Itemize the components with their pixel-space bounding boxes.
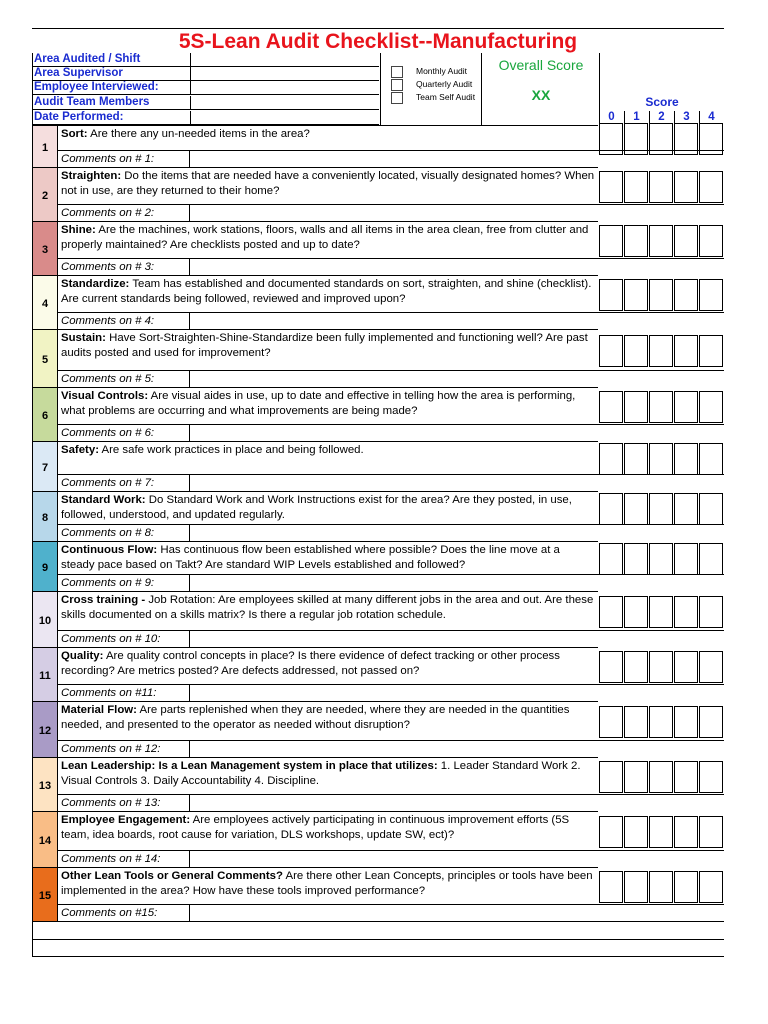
score-box-0[interactable] (599, 443, 623, 475)
item-number-cell (32, 811, 58, 868)
comment-row (58, 794, 724, 811)
item-title: Visual Controls: (61, 390, 149, 402)
comment-field[interactable] (189, 371, 725, 387)
score-box-1[interactable] (624, 391, 648, 423)
score-box-1[interactable] (624, 543, 648, 575)
score-box-1[interactable] (624, 596, 648, 628)
checkbox-icon[interactable] (391, 79, 403, 91)
score-column-header: 3 (674, 111, 698, 125)
header-row (33, 53, 379, 67)
score-box-1[interactable] (624, 761, 648, 793)
comment-label: Comments on # 3: (61, 261, 155, 273)
score-box-1[interactable] (624, 651, 648, 683)
item-number: 15 (38, 890, 52, 902)
checklist-item (32, 125, 724, 167)
item-question (58, 387, 598, 424)
score-box-4[interactable] (699, 443, 723, 475)
item-title: Other Lean Tools or General Comments? (61, 870, 283, 882)
comment-row (58, 630, 724, 647)
score-box-4[interactable] (699, 279, 723, 311)
score-box-4[interactable] (699, 761, 723, 793)
item-text: Are quality control concepts in place? Is there evidence of defect tracking or other process recording? Are metrics posted? Are defects addressed, not passed on? (61, 650, 560, 677)
header-field-input[interactable] (190, 96, 381, 109)
score-box-4[interactable] (699, 171, 723, 203)
score-box-3[interactable] (674, 335, 698, 367)
item-title: Quality: (61, 650, 104, 662)
audit-type-monthly[interactable] (391, 65, 467, 78)
header-field-label: Area Audited / Shift (34, 53, 141, 65)
item-number: 13 (38, 780, 52, 792)
score-box-2[interactable] (649, 493, 673, 525)
item-title: Sort: (61, 128, 88, 140)
checklist-item (32, 541, 724, 591)
comment-row (58, 204, 724, 221)
score-box-4[interactable] (699, 651, 723, 683)
header-row (33, 81, 379, 95)
score-box-0[interactable] (599, 335, 623, 367)
comment-label: Comments on #11: (61, 687, 157, 699)
score-box-0[interactable] (599, 279, 623, 311)
item-text: Are there other Lean Concepts, principles or tools have been implemented in the area? How have these tools improved performance? (61, 870, 593, 897)
score-box-2[interactable] (649, 279, 673, 311)
score-box-0[interactable] (599, 225, 623, 257)
item-text: Are employees actively participating in continuous improvement efforts (5S team, idea boards, root cause for variation, DLS workshops, update SW, ect)? (61, 814, 570, 841)
item-question (58, 591, 598, 630)
score-box-1[interactable] (624, 706, 648, 738)
comment-row (58, 524, 724, 541)
audit-type-self[interactable] (391, 91, 475, 104)
comment-label: Comments on # 7: (61, 477, 155, 489)
item-question (58, 167, 598, 204)
comment-row (58, 370, 724, 387)
item-question (58, 701, 598, 740)
score-box-3[interactable] (674, 493, 698, 525)
score-box-2[interactable] (649, 335, 673, 367)
item-number-cell (32, 329, 58, 388)
item-number: 4 (41, 298, 49, 310)
item-text: Has continuous flow been established where possible? Does the line move at a steady pace based on Takt? Are standard WIP Levels established and followed? (61, 544, 560, 571)
comment-row (58, 258, 724, 275)
item-question (58, 811, 598, 850)
score-box-3[interactable] (674, 391, 698, 423)
item-number-cell (32, 167, 58, 222)
score-box-4[interactable] (699, 816, 723, 848)
score-box-4[interactable] (699, 391, 723, 423)
item-number: 6 (41, 410, 49, 422)
score-box-1[interactable] (624, 171, 648, 203)
blank-row-border (32, 921, 33, 956)
item-title: Straighten: (61, 170, 122, 182)
score-box-3[interactable] (674, 816, 698, 848)
item-question (58, 125, 598, 150)
item-text: Are visual aides in use, up to date and effective in telling how the area is performing, what problems are occurring and what improvements are being made? (61, 390, 576, 417)
score-box-2[interactable] (649, 443, 673, 475)
comment-label: Comments on # 5: (61, 373, 155, 385)
item-number-cell (32, 701, 58, 758)
header-field-label: Date Performed: (34, 111, 124, 123)
comment-field[interactable] (189, 631, 725, 647)
score-box-3[interactable] (674, 279, 698, 311)
checklist-item (32, 441, 724, 491)
checklist-item (32, 701, 724, 757)
comment-label: Comments on # 14: (61, 853, 161, 865)
score-box-4[interactable] (699, 706, 723, 738)
score-box-0[interactable] (599, 543, 623, 575)
item-text: Are the machines, work stations, floors, walls and all items in the area clean, free from clutter and properly maintained? Are checklists posted and up to date? (61, 224, 589, 251)
overall-score-box (482, 53, 600, 125)
item-text: Team has established and documented standards on sort, straighten, and shine (checklist). Are current standards being followed, reviewed and improved upon? (61, 278, 592, 305)
header-field-label: Area Supervisor (34, 67, 123, 79)
score-box-2[interactable] (649, 543, 673, 575)
score-box-3[interactable] (674, 871, 698, 903)
header-row (33, 96, 379, 110)
item-question (58, 647, 598, 684)
item-question (58, 441, 598, 474)
item-text: Do Standard Work and Work Instructions exist for the area? Are they posted, in use, followed, understood, and updated regularly. (61, 494, 572, 521)
item-number-cell (32, 491, 58, 542)
score-box-0[interactable] (599, 761, 623, 793)
checklist-item (32, 329, 724, 387)
item-number-cell (32, 275, 58, 330)
comment-row (58, 574, 724, 591)
comment-field[interactable] (189, 425, 725, 441)
score-box-2[interactable] (649, 171, 673, 203)
comment-label: Comments on # 4: (61, 315, 155, 327)
checklist-item (32, 221, 724, 275)
score-box-4[interactable] (699, 335, 723, 367)
score-column-header: 4 (699, 111, 723, 125)
item-number-cell (32, 757, 58, 812)
header-field-input[interactable] (190, 67, 381, 80)
item-number: 12 (38, 725, 52, 737)
comment-field[interactable] (189, 685, 725, 701)
item-number-cell (32, 125, 58, 168)
comment-field[interactable] (189, 795, 725, 811)
blank-row-divider (32, 921, 724, 922)
checklist-item (32, 167, 724, 221)
overall-score-value[interactable]: XX (531, 87, 551, 103)
score-box-4[interactable] (699, 543, 723, 575)
comment-row (58, 312, 724, 329)
score-box-2[interactable] (649, 391, 673, 423)
item-number: 3 (41, 244, 49, 256)
item-question (58, 221, 598, 258)
score-box-3[interactable] (674, 443, 698, 475)
item-number: 1 (41, 142, 49, 154)
comment-label: Comments on # 12: (61, 743, 161, 755)
header-field-input[interactable] (190, 111, 381, 124)
item-number-cell (32, 591, 58, 648)
comment-field[interactable] (189, 475, 725, 491)
score-box-4[interactable] (699, 596, 723, 628)
item-number: 10 (38, 615, 52, 627)
score-box-3[interactable] (674, 543, 698, 575)
comment-row (58, 424, 724, 441)
comment-field[interactable] (189, 851, 725, 867)
score-box-3[interactable] (674, 651, 698, 683)
comment-field[interactable] (189, 905, 725, 921)
item-text: 1. Leader Standard Work 2. Visual Controls 3. Daily Accountability 4. Discipline. (61, 760, 581, 787)
header-fields (32, 53, 379, 125)
item-question (58, 329, 598, 370)
score-box-2[interactable] (649, 225, 673, 257)
item-title: Cross training - (61, 594, 146, 606)
checkbox-icon[interactable] (391, 92, 403, 104)
item-title: Material Flow: (61, 704, 137, 716)
score-box-4[interactable] (699, 871, 723, 903)
score-box-0[interactable] (599, 493, 623, 525)
header-row (33, 67, 379, 81)
item-number-cell (32, 387, 58, 442)
comment-label: Comments on # 10: (61, 633, 161, 645)
score-box-3[interactable] (674, 761, 698, 793)
audit-type-label: Team Self Audit (416, 92, 476, 102)
comment-row (58, 150, 724, 167)
item-number-cell (32, 441, 58, 492)
comment-row (58, 740, 724, 757)
score-box-2[interactable] (649, 706, 673, 738)
item-text: Are parts replenished when they are needed, where they are needed in the quantities needed, and presented to the operator as needed without disruption? (61, 704, 570, 731)
item-title: Lean Leadership: Is a Lean Management system in place that utilizes: (61, 760, 438, 772)
item-question (58, 275, 598, 312)
score-box-1[interactable] (624, 225, 648, 257)
item-number: 11 (39, 670, 51, 682)
score-heading: Score (645, 95, 679, 109)
score-box-2[interactable] (649, 596, 673, 628)
score-box-0[interactable] (599, 871, 623, 903)
score-box-3[interactable] (674, 706, 698, 738)
score-box-0[interactable] (599, 651, 623, 683)
score-box-0[interactable] (599, 596, 623, 628)
item-question (58, 757, 598, 794)
item-title: Employee Engagement: (61, 814, 191, 826)
score-box-0[interactable] (599, 816, 623, 848)
page-title: 5S-Lean Audit Checklist--Manufacturing (32, 28, 724, 52)
comment-row (58, 850, 724, 867)
score-box-2[interactable] (649, 816, 673, 848)
item-title: Sustain: (61, 332, 106, 344)
item-number-cell (32, 541, 58, 592)
score-column-header: 0 (599, 111, 623, 125)
item-text: Have Sort-Straighten-Shine-Standardize been fully implemented and functioning well? Are past audits posted and used for improvement? (61, 332, 588, 359)
score-box-1[interactable] (624, 871, 648, 903)
checklist-item (32, 647, 724, 701)
audit-type-quarterly[interactable] (391, 78, 472, 91)
blank-row-divider (32, 956, 724, 957)
audit-sheet (32, 28, 724, 971)
comment-label: Comments on # 8: (61, 527, 155, 539)
comment-field[interactable] (189, 313, 725, 329)
score-box-3[interactable] (674, 225, 698, 257)
score-box-1[interactable] (624, 816, 648, 848)
comment-field[interactable] (189, 151, 725, 167)
comment-row (58, 904, 724, 921)
score-column-header: 2 (649, 111, 673, 125)
comment-field[interactable] (189, 575, 725, 591)
comment-field[interactable] (189, 525, 725, 541)
blank-row-divider (32, 939, 724, 940)
item-title: Continuous Flow: (61, 544, 158, 556)
comment-label: Comments on # 1: (61, 153, 155, 165)
item-question (58, 491, 598, 524)
comment-label: Comments on #15: (61, 907, 158, 919)
item-question (58, 867, 598, 904)
checklist-item (32, 591, 724, 647)
overall-score-label: Overall Score (498, 57, 584, 73)
score-box-3[interactable] (674, 596, 698, 628)
item-text: Job Rotation: Are employees skilled at many different jobs in the area and out. Are these skills documented on a skills matrix? Is there a regular job rotation schedule. (61, 594, 594, 621)
score-box-1[interactable] (624, 335, 648, 367)
comment-label: Comments on # 9: (61, 577, 155, 589)
comment-field[interactable] (189, 205, 725, 221)
score-column-header: 1 (624, 111, 648, 125)
checklist-item (32, 387, 724, 441)
score-box-2[interactable] (649, 761, 673, 793)
comment-label: Comments on # 13: (61, 797, 161, 809)
score-box-1[interactable] (624, 443, 648, 475)
item-number: 5 (41, 354, 49, 366)
item-number: 2 (41, 190, 49, 202)
audit-type-box (380, 53, 482, 125)
score-box-3[interactable] (674, 171, 698, 203)
item-number: 9 (41, 562, 49, 574)
comment-label: Comments on # 6: (61, 427, 155, 439)
score-box-1[interactable] (624, 279, 648, 311)
checklist-item (32, 757, 724, 811)
score-box-0[interactable] (599, 391, 623, 423)
item-number-cell (32, 221, 58, 276)
header-field-input[interactable] (190, 53, 381, 66)
score-box-4[interactable] (699, 493, 723, 525)
checkbox-icon[interactable] (391, 66, 403, 78)
item-title: Safety: (61, 444, 99, 456)
comment-row (58, 684, 724, 701)
score-box-4[interactable] (699, 225, 723, 257)
score-box-1[interactable] (624, 493, 648, 525)
audit-type-label: Quarterly Audit (416, 79, 473, 89)
item-number-cell (32, 867, 58, 922)
audit-header (32, 53, 724, 125)
checklist-item (32, 491, 724, 541)
item-title: Standard Work: (61, 494, 146, 506)
audit-type-label: Monthly Audit (416, 66, 468, 76)
header-field-input[interactable] (190, 81, 381, 94)
score-box-2[interactable] (649, 651, 673, 683)
item-text: Are safe work practices in place and being followed. (98, 444, 364, 456)
item-title: Shine: (61, 224, 96, 236)
checklist-item (32, 275, 724, 329)
score-box-0[interactable] (599, 706, 623, 738)
score-box-2[interactable] (649, 871, 673, 903)
item-number: 8 (41, 512, 49, 524)
header-field-label: Employee Interviewed: (34, 81, 159, 93)
comment-field[interactable] (189, 259, 725, 275)
comment-label: Comments on # 2: (61, 207, 155, 219)
header-field-label: Audit Team Members (34, 96, 150, 108)
item-text: Are there any un-needed items in the area? (87, 128, 310, 140)
item-number-cell (32, 647, 58, 702)
item-number: 7 (41, 462, 49, 474)
checklist-item (32, 811, 724, 867)
item-question (58, 541, 598, 574)
score-box-0[interactable] (599, 171, 623, 203)
item-title: Standardize: (61, 278, 130, 290)
header-row (33, 111, 379, 125)
item-number: 14 (38, 835, 52, 847)
item-text: Do the items that are needed have a conveniently located, visually designated homes? When not in use, are they returned to their home? (61, 170, 595, 197)
comment-row (58, 474, 724, 491)
comment-field[interactable] (189, 741, 725, 757)
checklist-item (32, 867, 724, 921)
